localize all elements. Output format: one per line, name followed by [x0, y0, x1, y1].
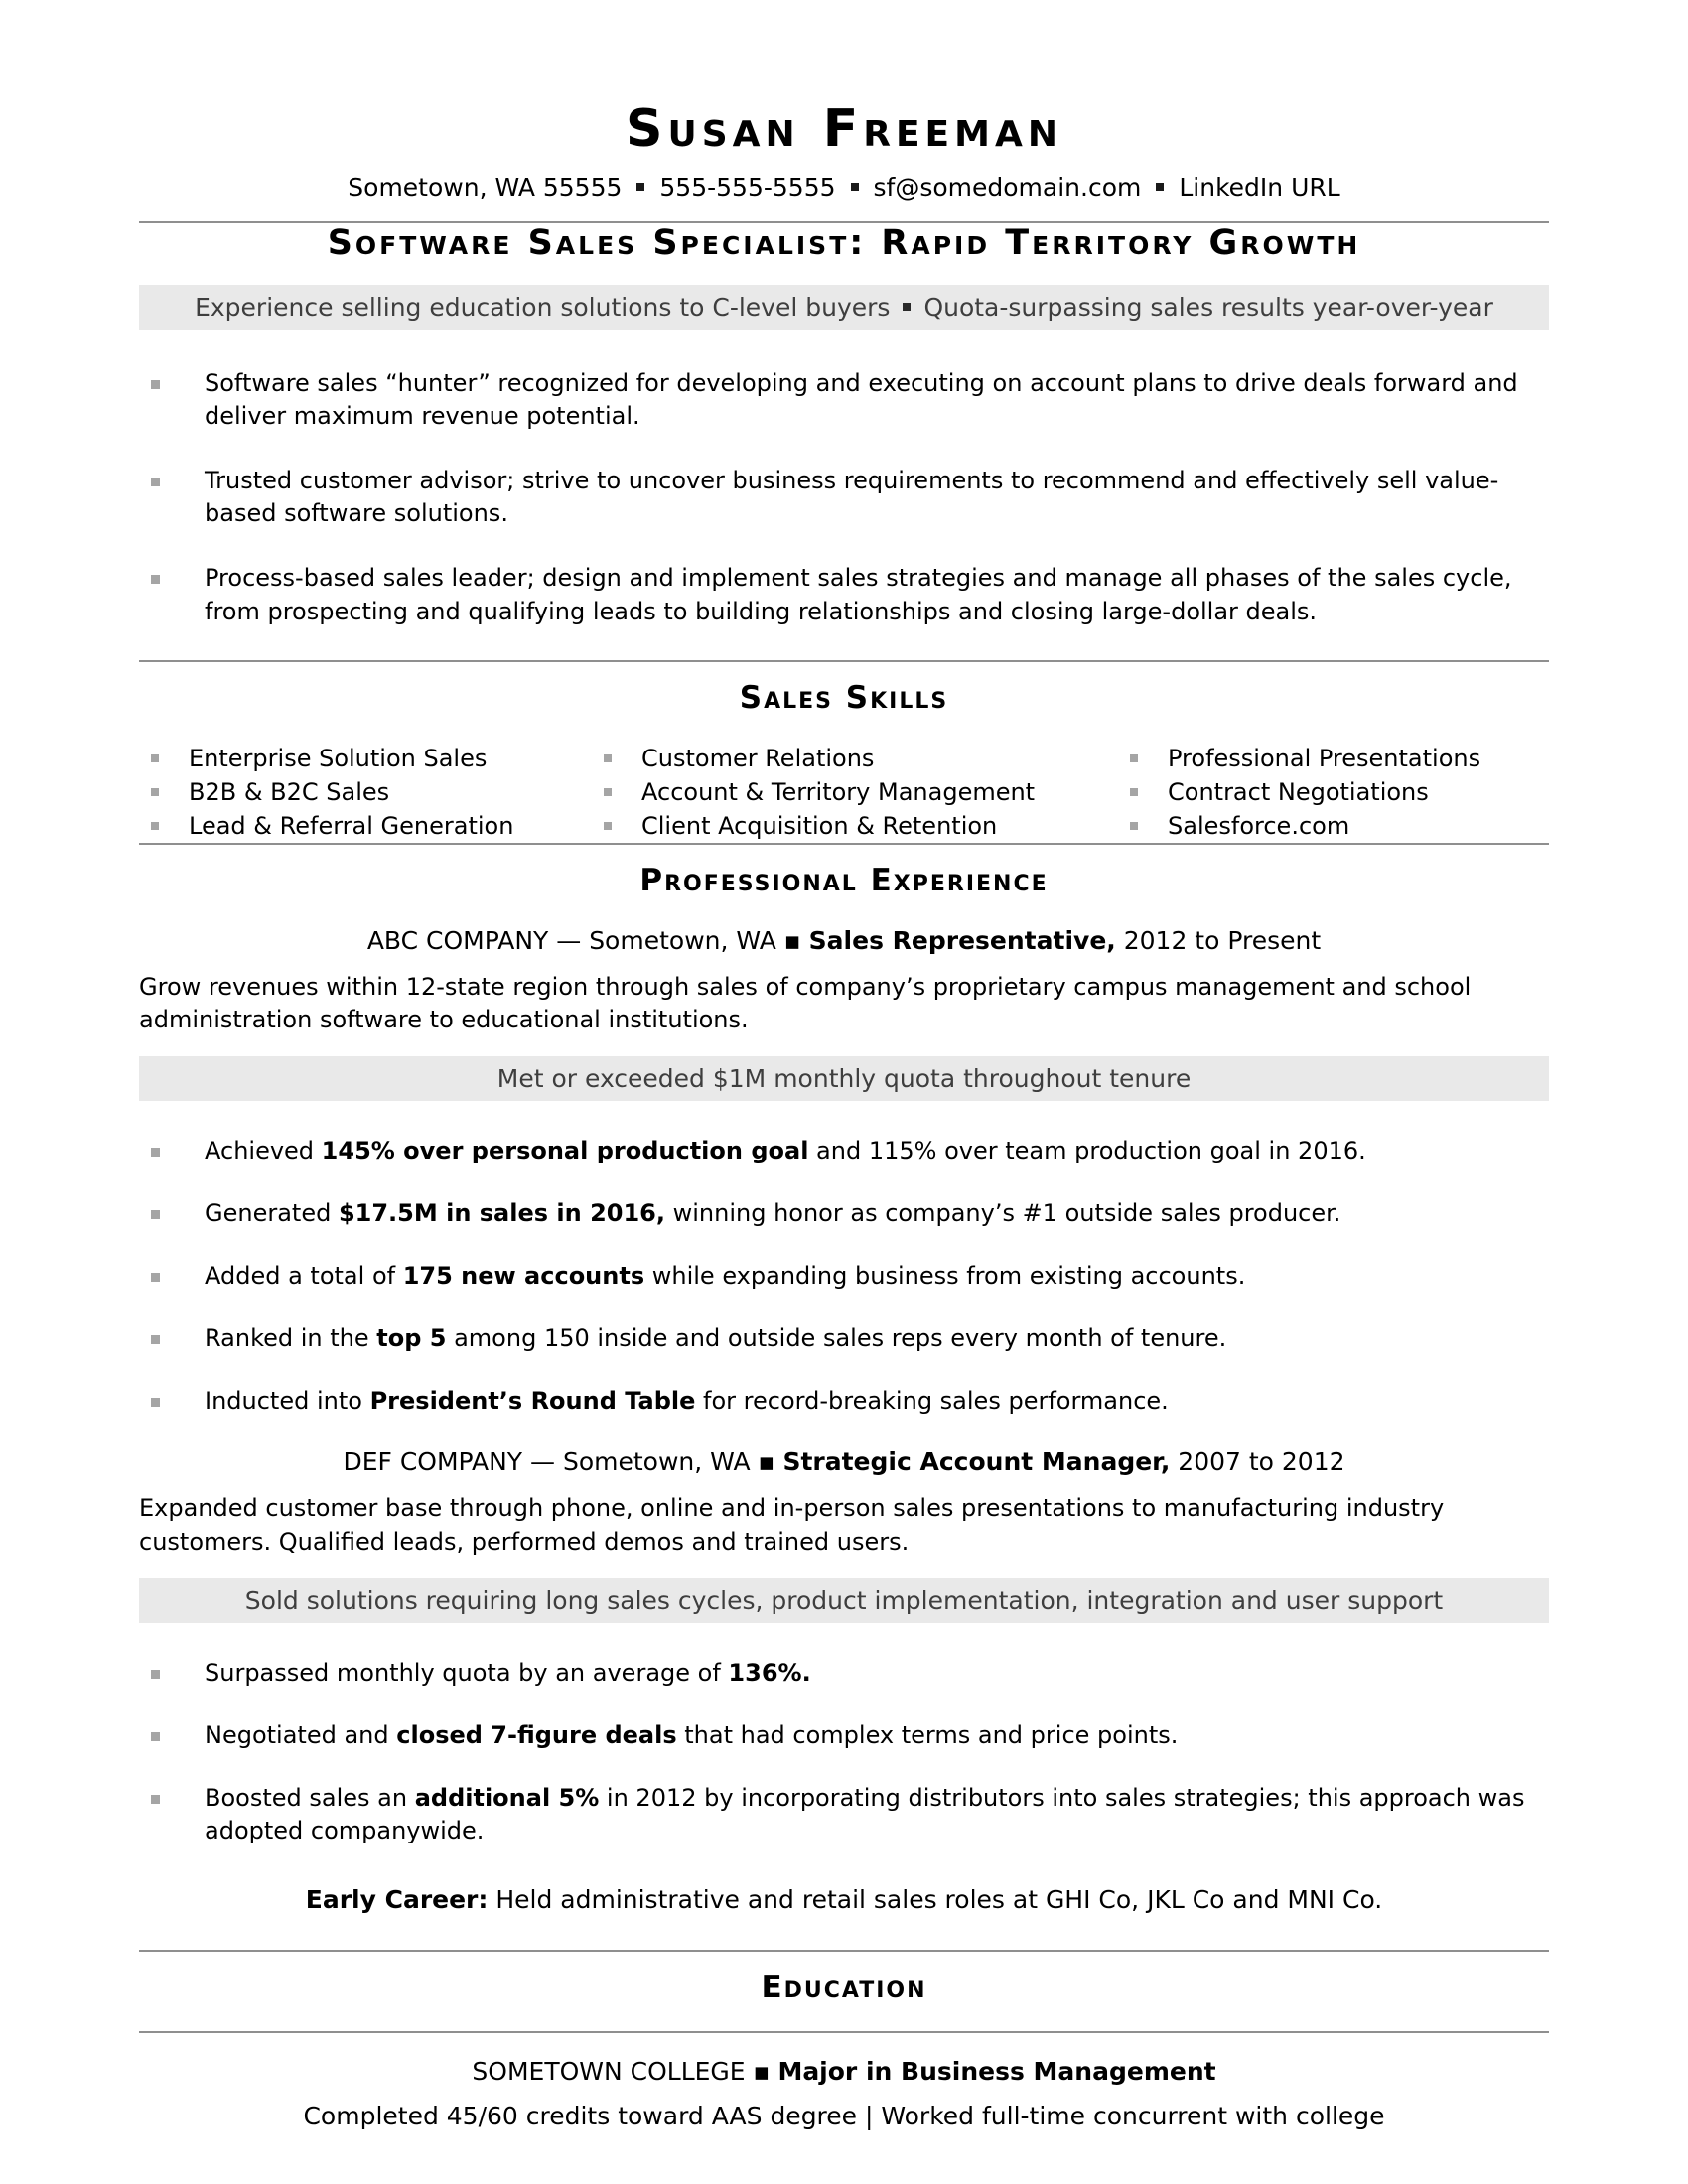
education-college-line: SOMETOWN COLLEGE ▪ Major in Business Management	[472, 2057, 1216, 2087]
summary-bullet	[139, 562, 1549, 627]
skill-item	[592, 775, 1118, 809]
achievement-text: Negotiated and closed 7-figure deals that had complex terms and price points.	[205, 1720, 1179, 1749]
bullet-square-icon	[151, 1732, 160, 1741]
bullet-square-icon	[151, 1273, 160, 1282]
achievement-bullet	[139, 1657, 1549, 1690]
separator-square-icon	[851, 183, 859, 191]
skills-column-1	[139, 742, 592, 843]
skills-column-3	[1118, 742, 1549, 843]
skills-list	[139, 742, 1549, 843]
bullet-square-icon	[151, 575, 160, 584]
experience-section-heading: Professional Experience	[639, 862, 1049, 898]
bullet-square-icon	[151, 754, 159, 762]
achievement-bullet	[139, 1719, 1549, 1752]
achievement-text: Achieved 145% over personal production goal and 115% over team production goal in 2016.	[205, 1136, 1366, 1164]
achievement-text: Boosted sales an additional 5% in 2012 by incorporating distributors into sales strategies; this approach was adopted companywide.	[205, 1783, 1525, 1844]
summary-bullet-text: Trusted customer advisor; strive to uncover business requirements to recommend and effectively sell value-based software solutions.	[205, 467, 1499, 528]
achievement-text: Surpassed monthly quota by an average of 136%.	[205, 1658, 811, 1687]
bullet-square-icon	[604, 822, 612, 830]
summary-bullet	[139, 465, 1549, 530]
education-details: Completed 45/60 credits toward AAS degree | Worked full-time concurrent with college	[303, 2102, 1385, 2131]
skill-item	[592, 809, 1118, 843]
job-achievements	[139, 1135, 1549, 1419]
bullet-square-icon	[1130, 822, 1138, 830]
experience-section-divider	[139, 843, 1549, 845]
bullet-square-icon	[151, 1398, 160, 1407]
summary-section	[139, 367, 1549, 628]
bullet-square-icon	[151, 1335, 160, 1344]
resume-headline: Software Sales Specialist: Rapid Territory Growth	[327, 223, 1361, 263]
contact-email: sf@somedomain.com	[873, 173, 1142, 202]
bullet-square-icon	[151, 380, 160, 389]
job-highlight-bar: Sold solutions requiring long sales cycles, product implementation, integration and user support	[139, 1578, 1549, 1623]
achievement-text: Generated $17.5M in sales in 2016, winning honor as company’s #1 outside sales producer.	[205, 1198, 1341, 1227]
job-company-line: DEF COMPANY — Sometown, WA ▪ Strategic Account Manager, 2007 to 2012	[343, 1447, 1345, 1477]
skills-section-divider	[139, 660, 1549, 662]
summary-bullet	[139, 367, 1549, 433]
bullet-square-icon	[151, 1148, 160, 1157]
skill-label: Lead & Referral Generation	[189, 811, 514, 840]
skill-item	[1118, 775, 1549, 809]
bullet-square-icon	[151, 822, 159, 830]
skill-label: Enterprise Solution Sales	[189, 744, 488, 772]
job-company-line: ABC COMPANY — Sometown, WA ▪ Sales Representative, 2012 to Present	[366, 925, 1322, 955]
achievement-bullet	[139, 1322, 1549, 1355]
contact-phone: 555-555-5555	[659, 173, 836, 202]
achievement-bullet	[139, 1385, 1549, 1418]
bullet-square-icon	[151, 478, 160, 486]
early-career-line: Early Career: Held administrative and retail sales roles at GHI Co, JKL Co and MNI Co.	[305, 1885, 1383, 1915]
separator-square-icon	[636, 183, 644, 191]
separator-square-icon	[1156, 183, 1164, 191]
achievement-text: Inducted into President’s Round Table for record-breaking sales performance.	[205, 1387, 1169, 1416]
education-section-divider	[139, 1950, 1549, 1952]
tagline-part-1: Experience selling education solutions to C-level buyers	[195, 293, 891, 322]
skills-column-2	[592, 742, 1118, 843]
bullet-square-icon	[151, 1795, 160, 1804]
bullet-square-icon	[151, 1670, 160, 1679]
skill-label: Professional Presentations	[1168, 744, 1481, 772]
contact-location: Sometown, WA 55555	[348, 173, 623, 202]
skill-item	[1118, 809, 1549, 843]
skill-item	[139, 742, 592, 775]
skill-label: Client Acquisition & Retention	[641, 811, 998, 840]
skill-item	[592, 742, 1118, 775]
achievement-text: Ranked in the top 5 among 150 inside and outside sales reps every month of tenure.	[205, 1324, 1227, 1353]
skill-label: Customer Relations	[641, 744, 875, 772]
achievement-bullet	[139, 1135, 1549, 1167]
bullet-square-icon	[1130, 754, 1138, 762]
summary-bullet-text: Process-based sales leader; design and implement sales strategies and manage all phases of the sales cycle, from prospecting and qualifying leads to building relationships and closing large-dollar deals.	[205, 564, 1512, 625]
skill-item	[139, 775, 592, 809]
bullet-square-icon	[151, 1210, 160, 1219]
skill-label: Account & Territory Management	[641, 777, 1036, 806]
education-heading-divider	[139, 2031, 1549, 2033]
achievement-bullet	[139, 1260, 1549, 1293]
job-highlight-bar: Met or exceeded $1M monthly quota throughout tenure	[139, 1056, 1549, 1101]
job-description: Expanded customer base through phone, online and in-person sales presentations to manufacturing industry customers. Qualified leads, performed demos and trained users.	[139, 1494, 1445, 1556]
job-abc-company	[139, 926, 1549, 1419]
skill-label: Contract Negotiations	[1168, 777, 1429, 806]
bullet-square-icon	[151, 788, 159, 796]
summary-bullet-text: Software sales “hunter” recognized for developing and executing on account plans to drive deals forward and deliver maximum revenue potential.	[205, 369, 1518, 431]
person-name: Susan Freeman	[626, 99, 1062, 159]
bullet-square-icon	[604, 788, 612, 796]
skill-item	[1118, 742, 1549, 775]
achievement-bullet	[139, 1782, 1549, 1847]
bullet-square-icon	[1130, 788, 1138, 796]
contact-linkedin: LinkedIn URL	[1179, 173, 1340, 202]
skill-label: B2B & B2C Sales	[189, 777, 390, 806]
job-achievements	[139, 1657, 1549, 1847]
achievement-text: Added a total of 175 new accounts while expanding business from existing accounts.	[205, 1262, 1246, 1291]
separator-square-icon	[903, 303, 911, 311]
skill-item	[139, 809, 592, 843]
education-section-heading: Education	[761, 1970, 927, 2006]
tagline-part-2: Quota-surpassing sales results year-over-year	[923, 293, 1493, 322]
job-def-company	[139, 1447, 1549, 1847]
contact-line	[139, 173, 1549, 202]
job-description: Grow revenues within 12-state region through sales of company’s proprietary campus management and school administration software to educational institutions.	[139, 972, 1472, 1033]
achievement-bullet	[139, 1197, 1549, 1230]
skills-section-heading: Sales Skills	[739, 679, 949, 716]
skill-label: Salesforce.com	[1168, 811, 1350, 840]
headline-tagline-bar	[139, 285, 1549, 330]
bullet-square-icon	[604, 754, 612, 762]
